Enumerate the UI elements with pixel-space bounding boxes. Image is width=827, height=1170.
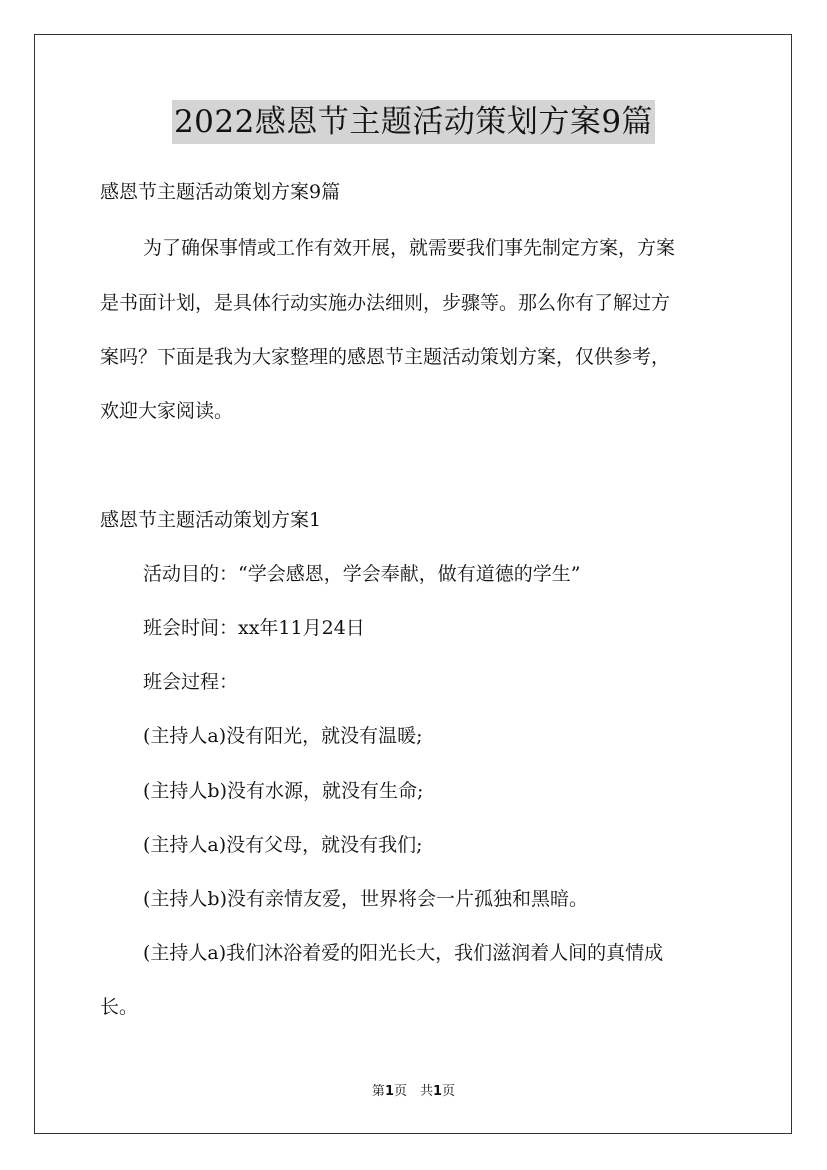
section1-line-2: 班会时间：xx年11月24日	[143, 617, 365, 639]
section1-line-7: (主持人b)没有亲情友爱，世界将会一片孤独和黑暗。	[143, 888, 588, 910]
intro-line-3: 案吗？下面是我为大家整理的感恩节主题活动策划方案，仅供参考，	[100, 346, 671, 368]
document-subtitle: 感恩节主题活动策划方案9篇	[100, 181, 341, 203]
footer-current-page: 1	[384, 1084, 394, 1099]
section1-line-9: 长。	[100, 996, 139, 1018]
section1-line-5: (主持人b)没有水源，就没有生命;	[143, 780, 424, 802]
footer-total-pages: 1	[433, 1084, 443, 1099]
intro-line-4: 欢迎大家阅读。	[100, 400, 234, 422]
intro-line-2: 是书面计划，是具体行动实施办法细则，步骤等。那么你有了解过方	[100, 292, 671, 314]
page-footer	[0, 1083, 827, 1101]
title-container	[0, 100, 827, 144]
section1-line-3: 班会过程：	[143, 671, 239, 693]
section1-line-4: (主持人a)没有阳光，就没有温暖;	[143, 725, 423, 747]
section1-line-1: 活动目的：“学会感恩，学会奉献，做有道德的学生”	[143, 563, 581, 585]
footer-mid: 页 共	[393, 1084, 433, 1099]
document-title: 2022感恩节主题活动策划方案9篇	[172, 100, 655, 144]
footer-prefix: 第	[371, 1084, 385, 1099]
footer-suffix: 页	[442, 1084, 456, 1099]
section1-line-6: (主持人a)没有父母，就没有我们;	[143, 834, 423, 856]
intro-line-1: 为了确保事情或工作有效开展，就需要我们事先制定方案，方案	[143, 237, 676, 259]
section1-heading: 感恩节主题活动策划方案1	[100, 509, 322, 531]
section1-line-8: (主持人a)我们沐浴着爱的阳光长大，我们滋润着人间的真情成	[143, 942, 664, 964]
